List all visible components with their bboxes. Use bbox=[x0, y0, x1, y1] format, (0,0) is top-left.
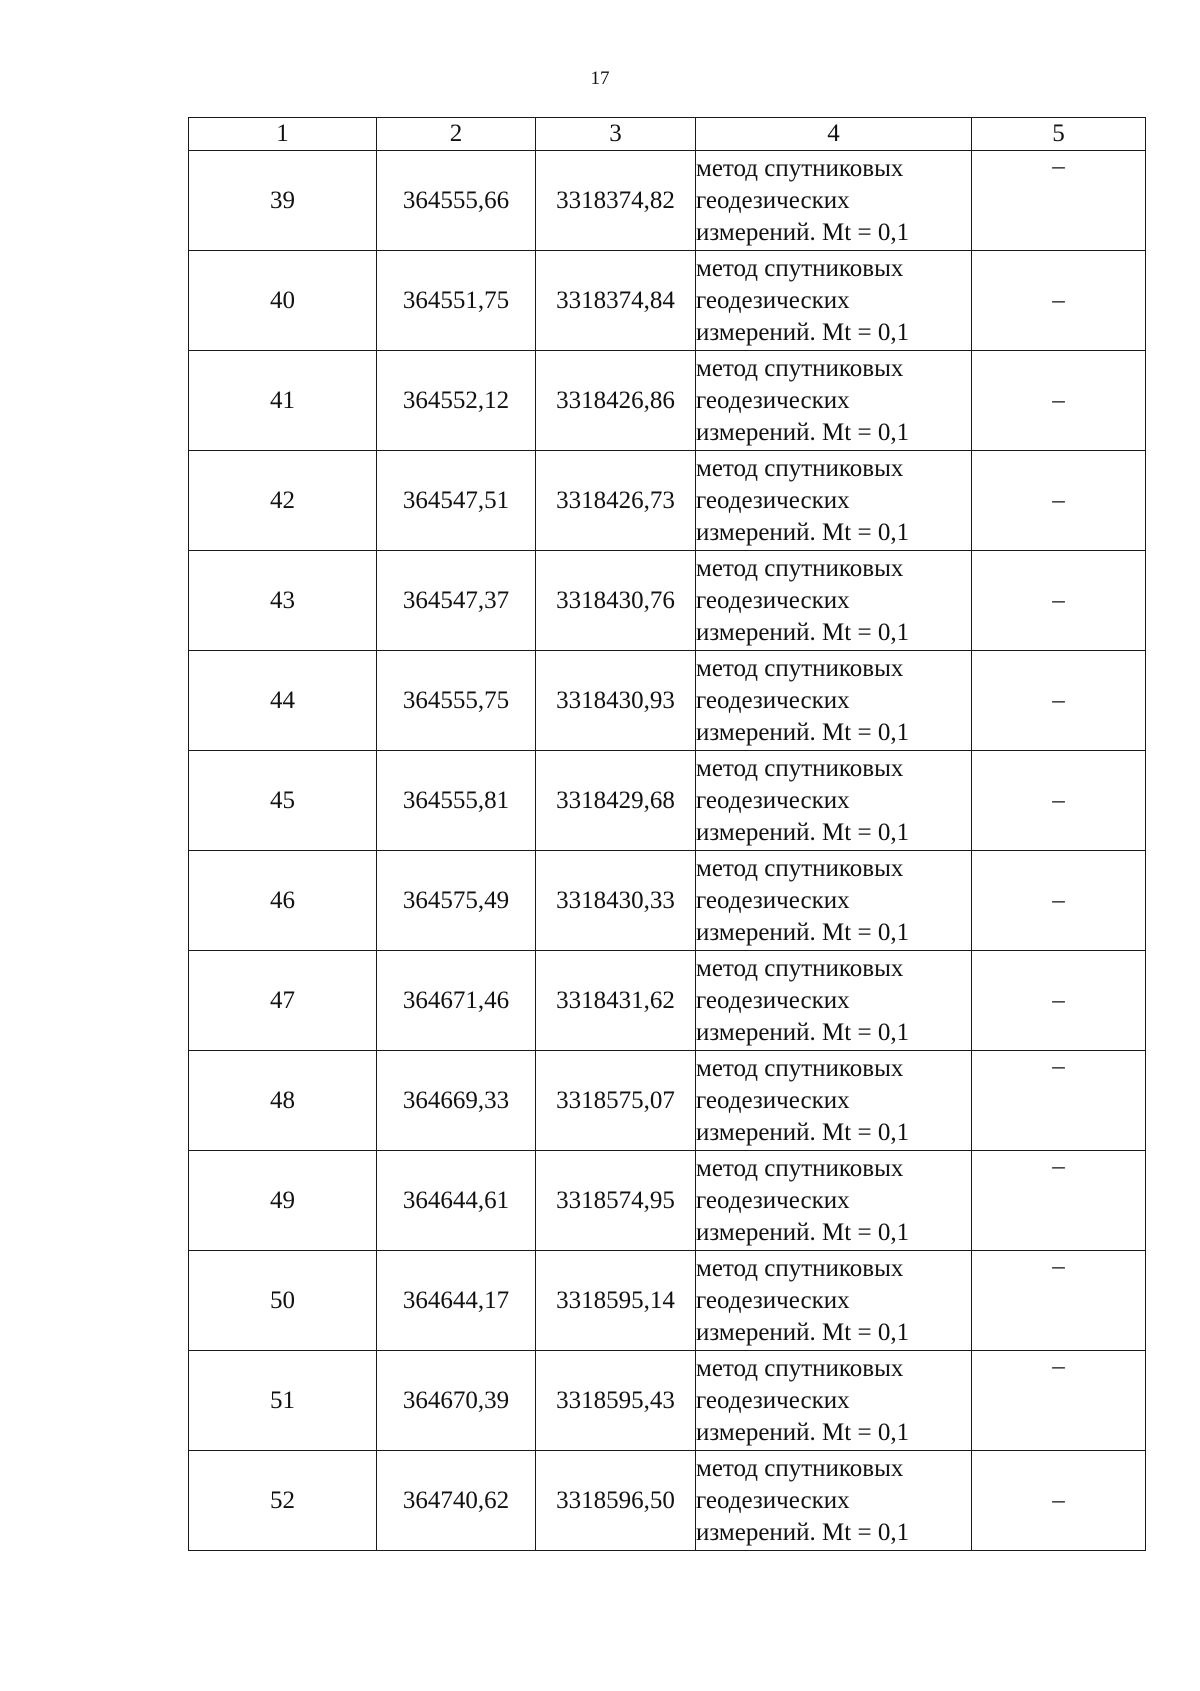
note-cell: – bbox=[972, 551, 1146, 651]
table-row bbox=[189, 1351, 1146, 1451]
table-row bbox=[189, 751, 1146, 851]
note-cell: – bbox=[972, 1051, 1146, 1151]
method-cell: метод спутниковых геодезических измерений. Mt = 0,1 bbox=[696, 951, 972, 1051]
method-cell: метод спутниковых геодезических измерений. Mt = 0,1 bbox=[696, 1051, 972, 1151]
x-coordinate-cell: 364547,51 bbox=[377, 451, 536, 551]
coordinates-table bbox=[188, 117, 1146, 1551]
method-cell: метод спутниковых геодезических измерений. Mt = 0,1 bbox=[696, 1351, 972, 1451]
note-cell: – bbox=[972, 1351, 1146, 1451]
point-number-cell: 50 bbox=[189, 1251, 377, 1351]
y-coordinate-cell: 3318430,76 bbox=[536, 551, 696, 651]
table-row bbox=[189, 1051, 1146, 1151]
table-row bbox=[189, 551, 1146, 651]
column-header: 4 bbox=[696, 118, 972, 151]
x-coordinate-cell: 364670,39 bbox=[377, 1351, 536, 1451]
point-number-cell: 40 bbox=[189, 251, 377, 351]
note-cell: – bbox=[972, 151, 1146, 251]
note-cell: – bbox=[972, 1151, 1146, 1251]
x-coordinate-cell: 364555,81 bbox=[377, 751, 536, 851]
method-cell: метод спутниковых геодезических измерений. Mt = 0,1 bbox=[696, 1451, 972, 1551]
point-number-cell: 52 bbox=[189, 1451, 377, 1551]
method-cell: метод спутниковых геодезических измерений. Mt = 0,1 bbox=[696, 1151, 972, 1251]
y-coordinate-cell: 3318429,68 bbox=[536, 751, 696, 851]
point-number-cell: 46 bbox=[189, 851, 377, 951]
table-row bbox=[189, 951, 1146, 1051]
table-header-row bbox=[189, 118, 1146, 151]
table-row bbox=[189, 251, 1146, 351]
point-number-cell: 51 bbox=[189, 1351, 377, 1451]
y-coordinate-cell: 3318595,14 bbox=[536, 1251, 696, 1351]
point-number-cell: 42 bbox=[189, 451, 377, 551]
x-coordinate-cell: 364644,61 bbox=[377, 1151, 536, 1251]
y-coordinate-cell: 3318431,62 bbox=[536, 951, 696, 1051]
x-coordinate-cell: 364575,49 bbox=[377, 851, 536, 951]
method-cell: метод спутниковых геодезических измерений. Mt = 0,1 bbox=[696, 251, 972, 351]
point-number-cell: 45 bbox=[189, 751, 377, 851]
method-cell: метод спутниковых геодезических измерений. Mt = 0,1 bbox=[696, 351, 972, 451]
table-row bbox=[189, 451, 1146, 551]
point-number-cell: 48 bbox=[189, 1051, 377, 1151]
point-number-cell: 39 bbox=[189, 151, 377, 251]
note-cell: – bbox=[972, 751, 1146, 851]
point-number-cell: 41 bbox=[189, 351, 377, 451]
table-row bbox=[189, 1151, 1146, 1251]
y-coordinate-cell: 3318430,93 bbox=[536, 651, 696, 751]
y-coordinate-cell: 3318426,73 bbox=[536, 451, 696, 551]
note-cell: – bbox=[972, 851, 1146, 951]
point-number-cell: 44 bbox=[189, 651, 377, 751]
y-coordinate-cell: 3318574,95 bbox=[536, 1151, 696, 1251]
note-cell: – bbox=[972, 451, 1146, 551]
column-header: 5 bbox=[972, 118, 1146, 151]
point-number-cell: 43 bbox=[189, 551, 377, 651]
x-coordinate-cell: 364551,75 bbox=[377, 251, 536, 351]
method-cell: метод спутниковых геодезических измерений. Mt = 0,1 bbox=[696, 851, 972, 951]
column-header: 3 bbox=[536, 118, 696, 151]
y-coordinate-cell: 3318575,07 bbox=[536, 1051, 696, 1151]
column-header: 1 bbox=[189, 118, 377, 151]
point-number-cell: 47 bbox=[189, 951, 377, 1051]
method-cell: метод спутниковых геодезических измерений. Mt = 0,1 bbox=[696, 751, 972, 851]
x-coordinate-cell: 364669,33 bbox=[377, 1051, 536, 1151]
method-cell: метод спутниковых геодезических измерений. Mt = 0,1 bbox=[696, 551, 972, 651]
x-coordinate-cell: 364644,17 bbox=[377, 1251, 536, 1351]
y-coordinate-cell: 3318426,86 bbox=[536, 351, 696, 451]
column-header: 2 bbox=[377, 118, 536, 151]
x-coordinate-cell: 364547,37 bbox=[377, 551, 536, 651]
table-body bbox=[189, 151, 1146, 1551]
note-cell: – bbox=[972, 1251, 1146, 1351]
x-coordinate-cell: 364671,46 bbox=[377, 951, 536, 1051]
method-cell: метод спутниковых геодезических измерений. Mt = 0,1 bbox=[696, 651, 972, 751]
method-cell: метод спутниковых геодезических измерений. Mt = 0,1 bbox=[696, 151, 972, 251]
y-coordinate-cell: 3318595,43 bbox=[536, 1351, 696, 1451]
note-cell: – bbox=[972, 351, 1146, 451]
note-cell: – bbox=[972, 951, 1146, 1051]
y-coordinate-cell: 3318374,84 bbox=[536, 251, 696, 351]
table-row bbox=[189, 351, 1146, 451]
table-row bbox=[189, 1251, 1146, 1351]
x-coordinate-cell: 364740,62 bbox=[377, 1451, 536, 1551]
table-row bbox=[189, 851, 1146, 951]
x-coordinate-cell: 364552,12 bbox=[377, 351, 536, 451]
table-row bbox=[189, 651, 1146, 751]
page-number: 17 bbox=[590, 68, 610, 89]
note-cell: – bbox=[972, 1451, 1146, 1551]
note-cell: – bbox=[972, 251, 1146, 351]
table-row bbox=[189, 1451, 1146, 1551]
x-coordinate-cell: 364555,75 bbox=[377, 651, 536, 751]
point-number-cell: 49 bbox=[189, 1151, 377, 1251]
x-coordinate-cell: 364555,66 bbox=[377, 151, 536, 251]
y-coordinate-cell: 3318430,33 bbox=[536, 851, 696, 951]
method-cell: метод спутниковых геодезических измерений. Mt = 0,1 bbox=[696, 451, 972, 551]
y-coordinate-cell: 3318596,50 bbox=[536, 1451, 696, 1551]
table-row bbox=[189, 151, 1146, 251]
method-cell: метод спутниковых геодезических измерений. Mt = 0,1 bbox=[696, 1251, 972, 1351]
y-coordinate-cell: 3318374,82 bbox=[536, 151, 696, 251]
note-cell: – bbox=[972, 651, 1146, 751]
